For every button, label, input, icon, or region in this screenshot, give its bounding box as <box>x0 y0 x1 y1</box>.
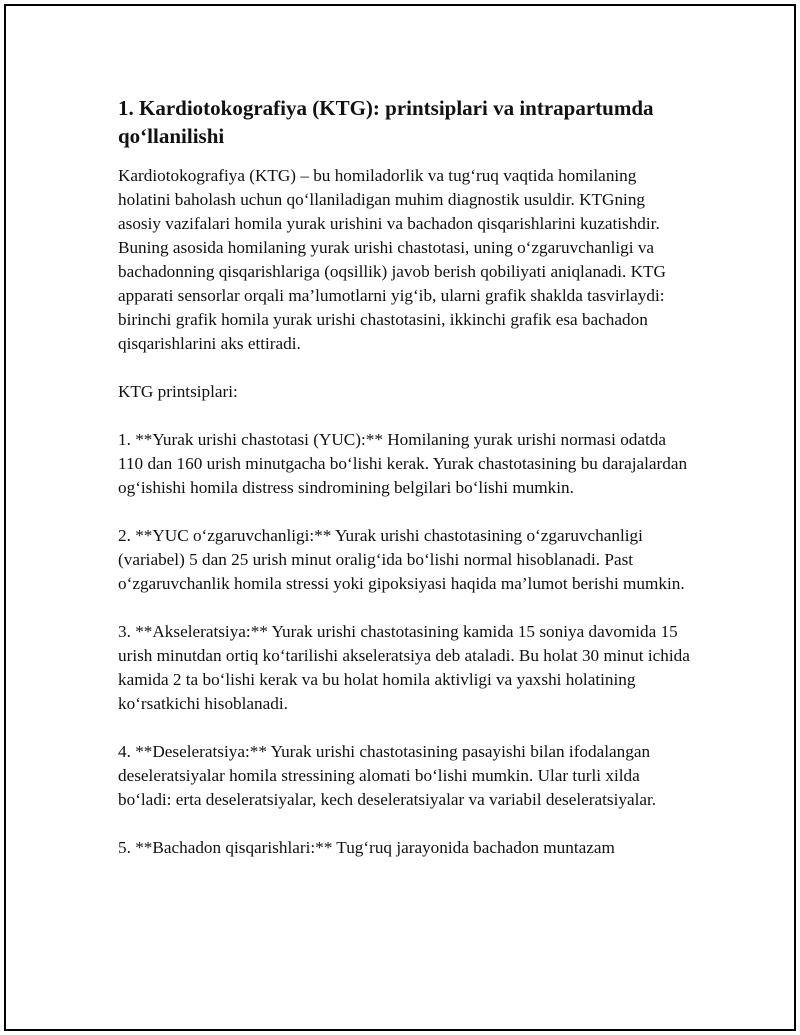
principle-heart-rate: 1. **Yurak urishi chastotasi (YUC):** Homilaning yurak urishi normasi odatda 110 dan 160 urish minutgacha bo‘lishi kerak. Yurak chastotasining bu darajalardan og‘ishishi homila distress sindromining belgilari bo‘lishi mumkin. <box>118 430 688 497</box>
principle-acceleration: 3. **Akseleratsiya:** Yurak urishi chastotasining kamida 15 soniya davomida 15 urish minutdan ortiq ko‘tarilishi akseleratsiya deb ataladi. Bu holat 30 minut ichida kamida 2 ta bo‘lishi kerak va bu holat homila aktivligi va yaxshi holatining ko‘rsatkichi hisoblanadi. <box>118 622 690 713</box>
section-heading: 1. Kardiotokografiya (KTG): printsiplari va intrapartumda qo‘llanilishi <box>118 96 654 148</box>
principle-variability: 2. **YUC o‘zgaruvchanligi:** Yurak urishi chastotasining o‘zgaruvchanligi (variabel) 5 dan 25 urish minut oralig‘ida bo‘lishi normal hisoblanadi. Past o‘zgaruvchanlik homila stressi yoki gipoksiyasi haqida ma’lumot berishi mumkin. <box>118 526 685 593</box>
document-body <box>118 94 692 884</box>
principle-uterine-contractions: 5. **Bachadon qisqarishlari:** Tug‘ruq jarayonida bachadon muntazam <box>118 838 615 857</box>
principle-deceleration: 4. **Deseleratsiya:** Yurak urishi chastotasining pasayishi bilan ifodalangan deseleratsiyalar homila stressining alomati bo‘lishi mumkin. Ular turli xilda bo‘ladi: erta deseleratsiyalar, kech deseleratsiyalar va variabil deseleratsiyalar. <box>118 742 657 809</box>
principles-label: KTG printsiplari: <box>118 382 238 401</box>
intro-paragraph: Kardiotokografiya (KTG) – bu homiladorlik va tug‘ruq vaqtida homilaning holatini baholash uchun qo‘llaniladigan muhim diagnostik usuldir. KTGning asosiy vazifalari homila yurak urishini va bachadon qisqarishlarini kuzatishdir. Buning asosida homilaning yurak urishi chastotasi, uning o‘zgaruvchanligi va bachadonning qisqarishlariga (oqsillik) javob berish qobiliyati aniqlanadi. KTG apparati sensorlar orqali ma’lumotlarni yig‘ib, ularni grafik shaklda tasvirlaydi: birinchi grafik homila yurak urishi chastotasini, ikkinchi grafik esa bachadon qisqarishlarini aks ettiradi. <box>118 166 666 353</box>
